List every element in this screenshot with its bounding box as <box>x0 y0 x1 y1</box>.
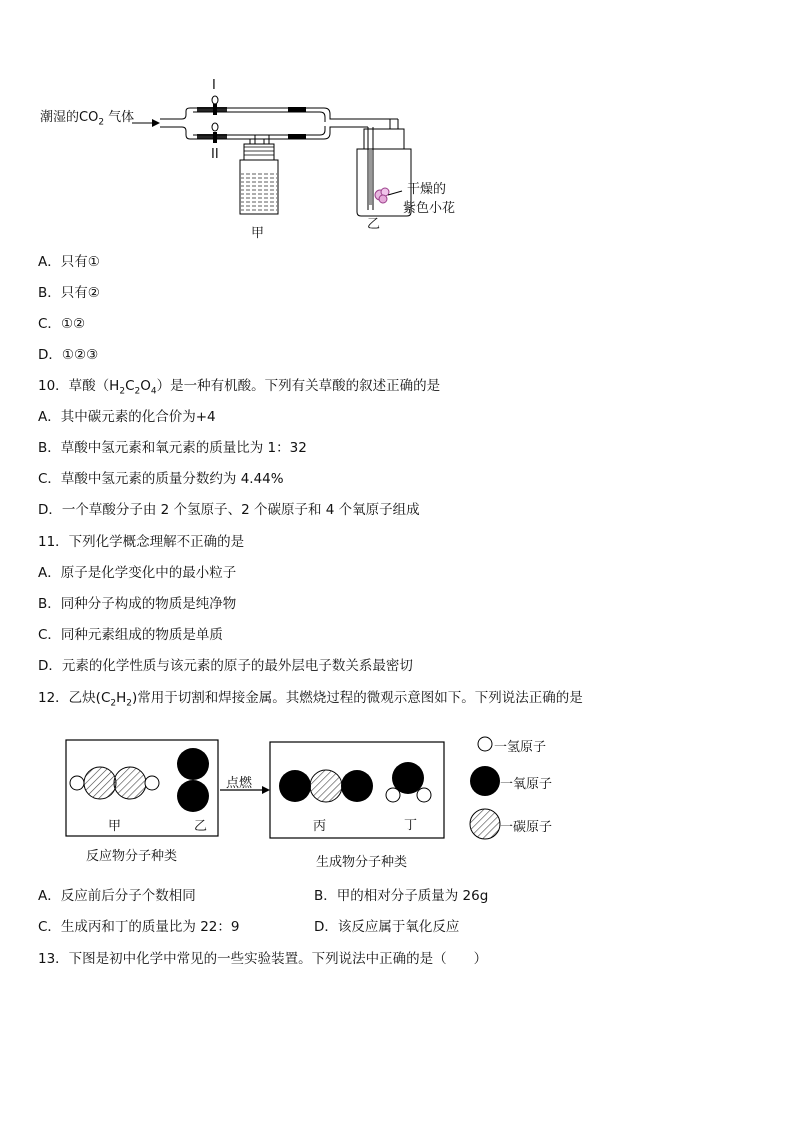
valve-II <box>212 123 218 143</box>
q9-option-d: D．①②③ <box>38 347 99 363</box>
product-a-label: 丙 <box>313 819 327 834</box>
reactant-a-label: 甲 <box>108 819 122 834</box>
legend-oxygen: 一氧原子 <box>500 777 553 792</box>
hydrogen-atom <box>145 776 159 790</box>
valve-I-label: I <box>212 78 216 93</box>
bottle-jia <box>240 144 278 214</box>
apparatus-figure <box>0 0 794 245</box>
legend-oxygen-icon <box>470 766 500 796</box>
q12-option-d: D．该反应属于氧化反应 <box>314 919 460 935</box>
q13-stem: 13．下图是初中化学中常见的一些实验装置。下列说法中正确的是（ ） <box>38 951 488 967</box>
legend-carbon-icon <box>470 809 500 839</box>
oxygen-atom <box>341 770 373 802</box>
flower-label-1: 干燥的 <box>407 182 447 197</box>
purple-flower-icon <box>375 188 402 203</box>
oxygen-atom <box>177 748 209 780</box>
hydrogen-atom <box>70 776 84 790</box>
carbon-atom <box>310 770 342 802</box>
tube-network <box>160 108 398 210</box>
legend-hydrogen-icon <box>478 737 492 751</box>
q12-option-a: A．反应前后分子个数相同 <box>38 888 196 904</box>
q11-option-d: D．元素的化学性质与该元素的原子的最外层电子数关系最密切 <box>38 658 413 674</box>
valve-II-label: II <box>211 147 219 162</box>
arrow-label: 点燃 <box>226 776 253 791</box>
hydrogen-atom <box>417 788 431 802</box>
q10-option-b: B．草酸中氢元素和氧元素的质量比为 1：32 <box>38 440 307 456</box>
bottle-yi-label: 乙 <box>367 217 381 232</box>
q12-option-b: B．甲的相对分子质量为 26g <box>314 888 489 904</box>
q11-option-c: C．同种元素组成的物质是单质 <box>38 627 223 643</box>
carbon-atom <box>84 767 116 799</box>
q12-stem: 12．乙炔$(C_2H_2)$常用于切割和焊接金属。其燃烧过程的微观示意图如下。下列说法正确的是 <box>38 690 583 709</box>
q10-stem: 10．草酸$(H_2C_2O_4)$是一种有机酸。下列有关草酸的叙述正确的是 <box>38 378 441 397</box>
reactant-b-label: 乙 <box>194 819 208 834</box>
q11-option-a: A．原子是化学变化中的最小粒子 <box>38 565 237 581</box>
caption-reactants: 反应物分子种类 <box>86 849 178 864</box>
q9-option-c: C．①② <box>38 316 86 332</box>
q10-option-c: C．草酸中氢元素的质量分数约为 4.44% <box>38 471 284 487</box>
q11-option-b: B．同种分子构成的物质是纯净物 <box>38 596 237 612</box>
legend-hydrogen: 一氢原子 <box>494 740 547 755</box>
q10-option-d: D．一个草酸分子由 2 个氢原子、2 个碳原子和 4 个氧原子组成 <box>38 502 420 518</box>
flower-label-2: 紫色小花 <box>403 201 456 216</box>
reaction-diagram <box>0 720 794 870</box>
legend-carbon: 一碳原子 <box>500 820 553 835</box>
q12-option-c: C．生成丙和丁的质量比为 22：9 <box>38 919 240 935</box>
q11-stem: 11．下列化学概念理解不正确的是 <box>38 534 245 550</box>
product-b-label: 丁 <box>404 818 418 833</box>
hydrogen-atom <box>386 788 400 802</box>
oxygen-atom <box>177 780 209 812</box>
q10-option-a: A．其中碳元素的化合价为+4 <box>38 409 216 425</box>
oxygen-atom <box>279 770 311 802</box>
q9-option-a: A．只有① <box>38 254 100 270</box>
q9-option-b: B．只有② <box>38 285 100 301</box>
bottle-jia-label: 甲 <box>251 226 265 241</box>
gas-label: 潮湿的$CO_2$ 气体 <box>40 110 135 128</box>
carbon-atom <box>114 767 146 799</box>
caption-products: 生成物分子种类 <box>316 855 408 870</box>
